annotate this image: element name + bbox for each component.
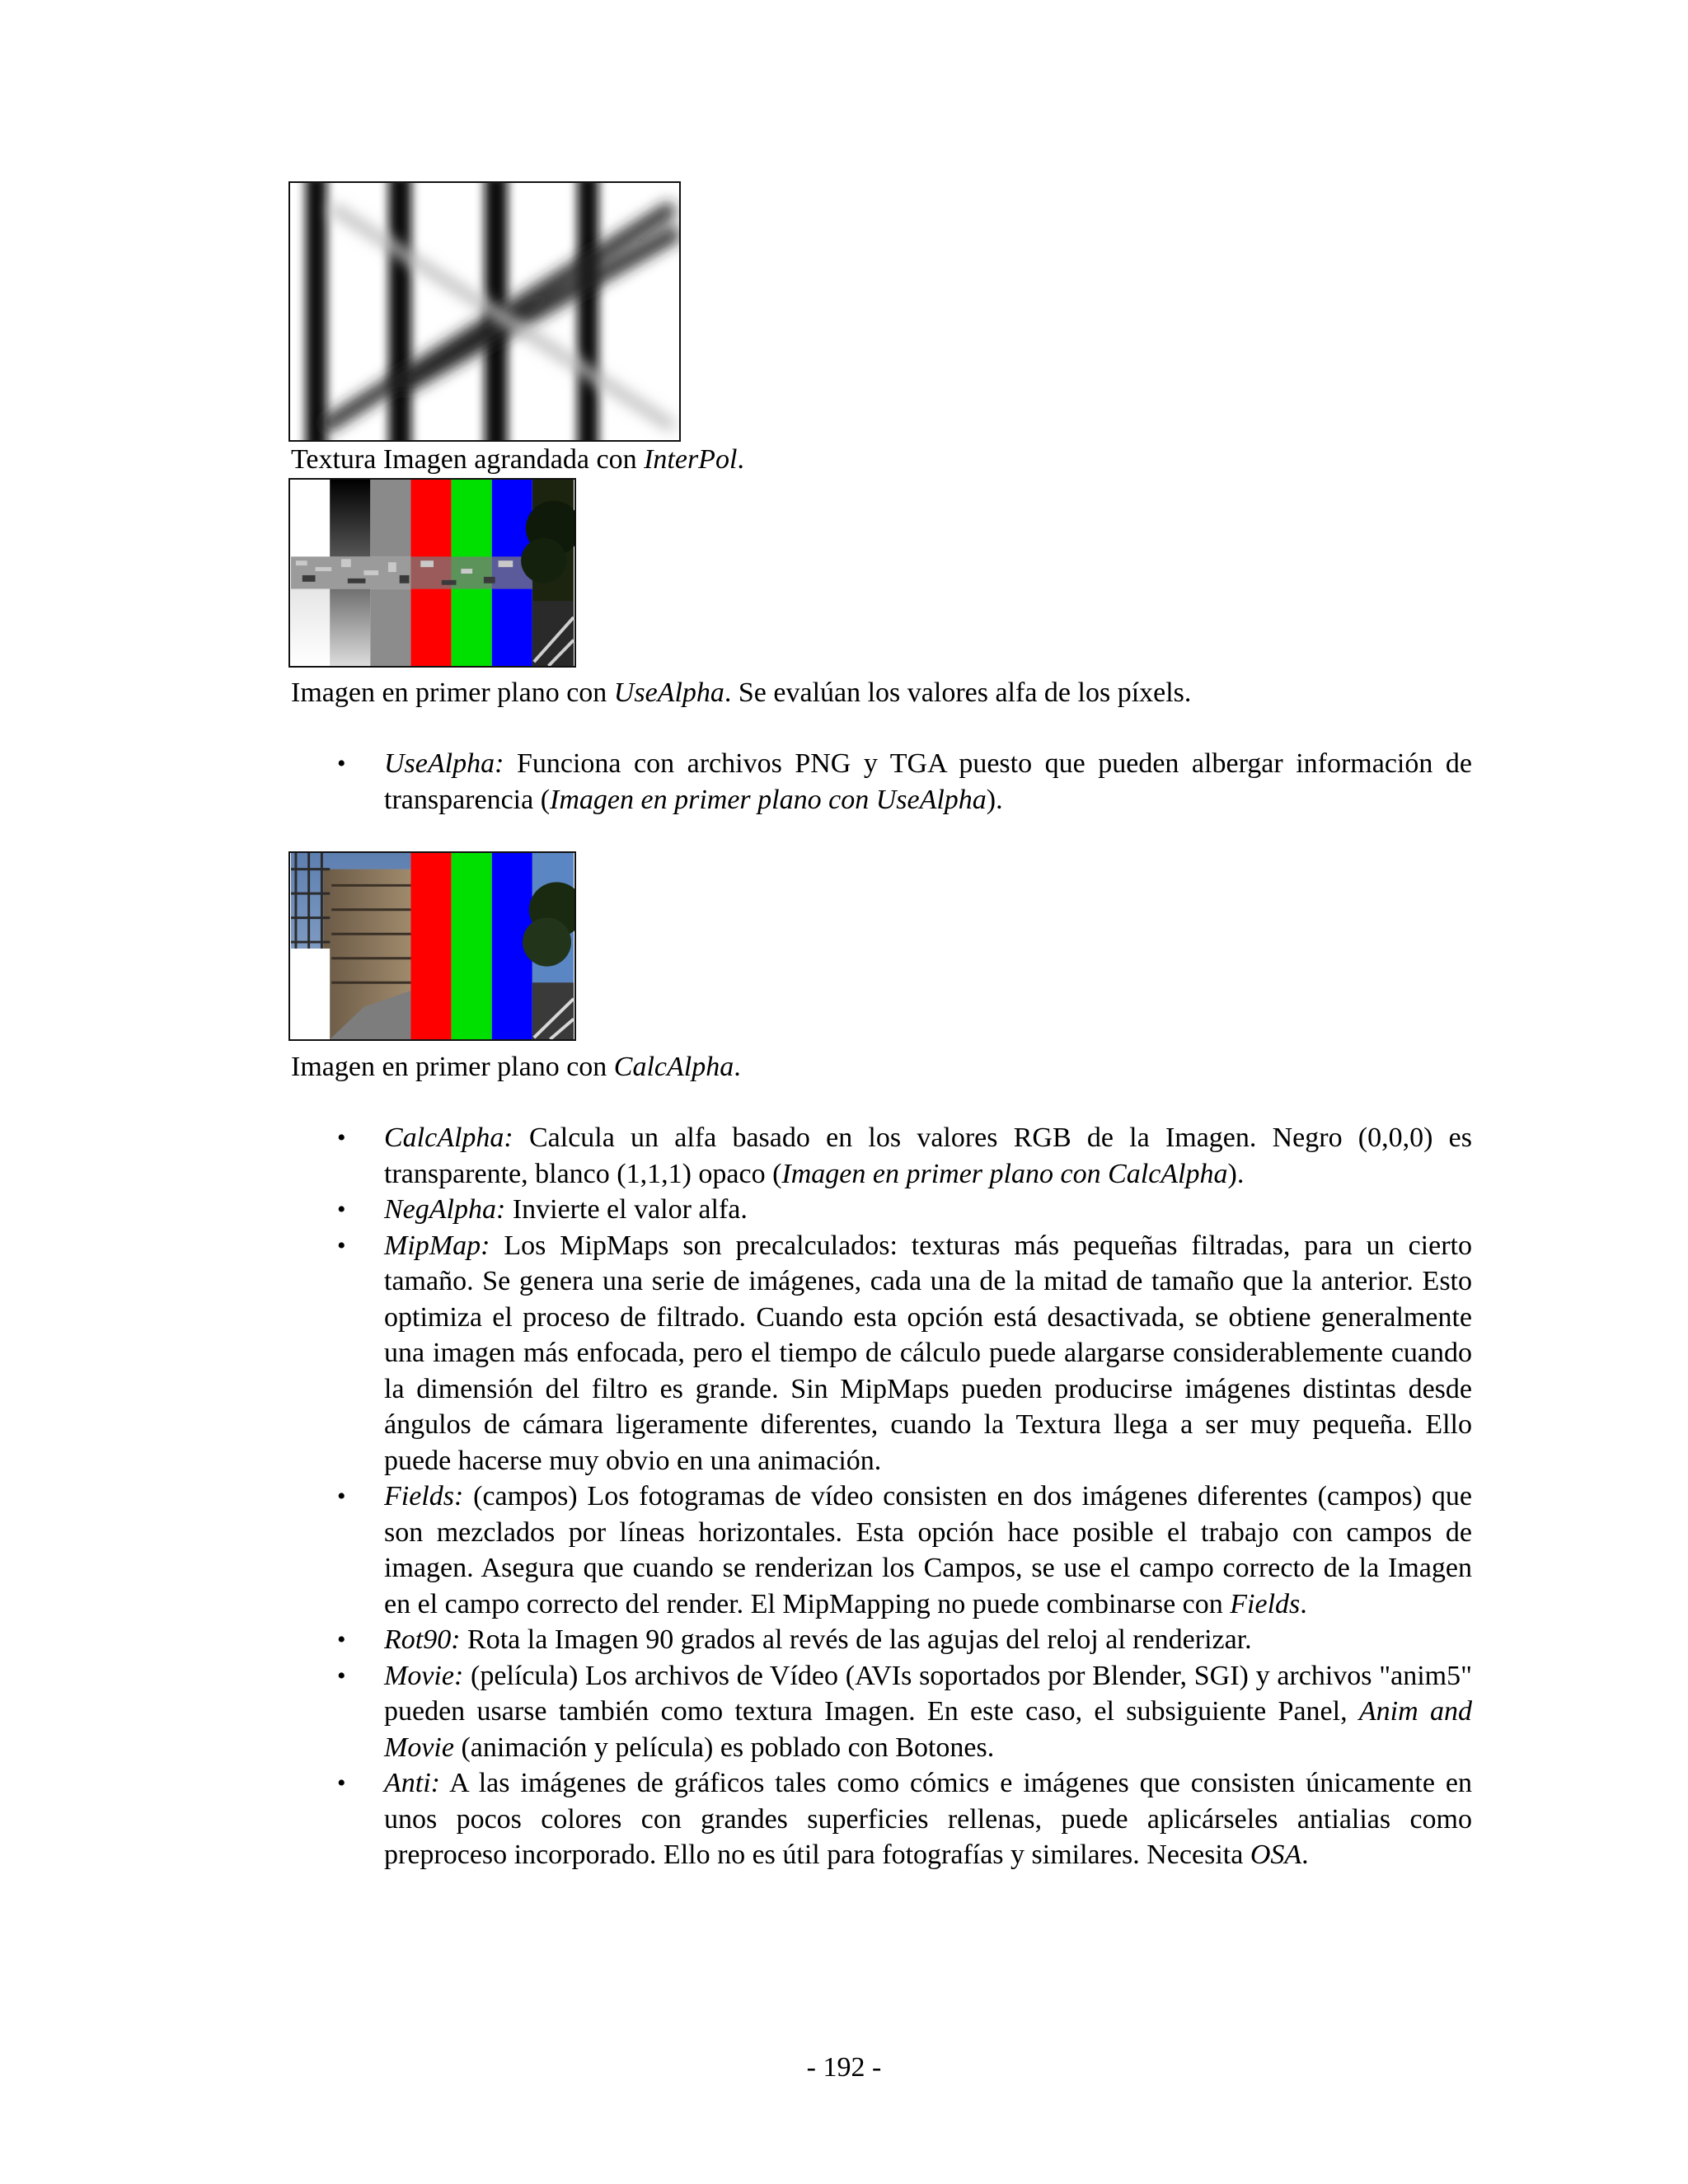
bullet: • (337, 1196, 346, 1223)
calcalpha-foreground-image (288, 851, 576, 1041)
bullet: • (337, 1124, 346, 1151)
usealpha-foreground-image (288, 478, 576, 668)
caption-calcalpha: Imagen en primer plano con CalcAlpha. (291, 1052, 741, 1082)
list-item-mipmap: • MipMap: Los MipMaps son precalculados: texturas más pequeñas filtradas, para un cierto tamaño. Se genera una serie de imágenes, cada una de la mitad de tamaño que la anterior. Esto optimiza el proceso de filtrado. Cuando esta opción está desactivada, se obtiene generalmente una imagen más enfocada, pero el tiempo de cálculo puede alargarse considerablemente cuando la dimensión del filtro es grande. Sin MipMaps pueden producirse imágenes distintas desde ángulos de cámara ligeramente diferentes, cuando la Textura llega a ser muy pequeña. Ello puede hacerse muy obvio en una animación. (291, 1228, 1472, 1479)
list-item-movie: • Movie: (película) Los archivos de Vídeo (AVIs soportados por Blender, SGI) y archivos "anim5" pueden usarse también como textura Imagen. En este caso, el subsiguiente Panel, Anim and Movie (animación y película) es poblado con Botones. (291, 1658, 1472, 1766)
list-item-rot90: • Rot90: Rota la Imagen 90 grados al revés de las agujas del reloj al renderizar. (291, 1622, 1472, 1658)
list-item-usealpha: • UseAlpha: Funciona con archivos PNG y TGA puesto que pueden albergar información de transparencia (Imagen en primer plano con UseAlpha). (291, 746, 1472, 818)
calcalpha-graphic (290, 853, 574, 1039)
bullet: • (337, 1231, 346, 1259)
interpol-texture-image (288, 181, 681, 442)
bullet: • (337, 1483, 346, 1510)
page-number: - 192 - (806, 2052, 882, 2083)
interpol-texture-graphic (290, 183, 679, 440)
bullet: • (337, 1661, 346, 1690)
list-item-fields: • Fields: (campos) Los fotogramas de vídeo consisten en dos imágenes diferentes (campos) que son mezclados por líneas horizontales. Esta opción hace posible el trabajo con campos de imagen. Asegura que cuando se renderizan los Campos, se use el campo correcto de la Imagen en el campo correcto del render. El MipMapping no puede combinarse con Fields. (291, 1479, 1472, 1622)
list-item-negalpha: • NegAlpha: Invierte el valor alfa. (291, 1192, 1472, 1228)
bullet: • (337, 1626, 346, 1653)
caption-interpol: Textura Imagen agrandada con InterPol. (291, 444, 744, 475)
caption-usealpha: Imagen en primer plano con UseAlpha. Se evalúan los valores alfa de los píxels. (291, 677, 1192, 708)
options-list (291, 1120, 1472, 1873)
bullet: • (337, 1769, 346, 1797)
bullet: • (337, 750, 346, 777)
list-item-calcalpha: • CalcAlpha: Calcula un alfa basado en los valores RGB de la Imagen. Negro (0,0,0) es transparente, blanco (1,1,1) opaco (Imagen en primer plano con CalcAlpha). (291, 1120, 1472, 1192)
term: UseAlpha: (384, 748, 504, 779)
usealpha-graphic (290, 480, 574, 666)
list-item-anti: • Anti: A las imágenes de gráficos tales como cómics e imágenes que consisten únicamente en unos pocos colores con grandes superficies rellenas, puede aplicárseles antialias como preproceso incorporado. Ello no es útil para fotografías y similares. Necesita OSA. (291, 1765, 1472, 1873)
usealpha-list (291, 746, 1472, 818)
